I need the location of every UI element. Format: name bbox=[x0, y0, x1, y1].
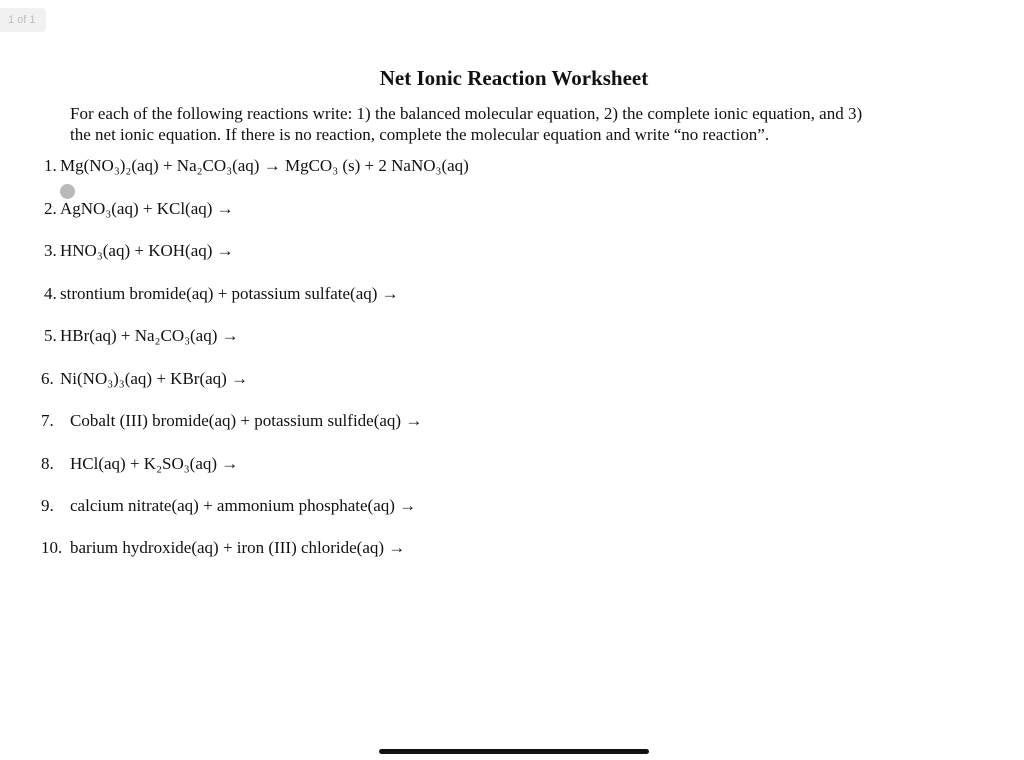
question-3 bbox=[44, 241, 234, 261]
question-9 bbox=[41, 496, 416, 516]
question-1 bbox=[44, 156, 469, 176]
question-8 bbox=[41, 454, 238, 474]
question-number: 3. bbox=[44, 241, 57, 260]
question-10 bbox=[41, 538, 405, 558]
instructions bbox=[70, 103, 950, 145]
question-number: 6. bbox=[41, 369, 54, 388]
question-5 bbox=[44, 326, 239, 346]
question-number: 9. bbox=[41, 496, 54, 515]
question-text: HCl(aq) + K₂SO₃(aq) → bbox=[70, 454, 239, 473]
question-text: Ni(NO₃)₃(aq) + KBr(aq) → bbox=[60, 369, 249, 388]
question-4 bbox=[44, 284, 399, 304]
question-text: calcium nitrate(aq) + ammonium phosphate(aq) → bbox=[70, 496, 417, 515]
page-indicator: 1 of 1 bbox=[0, 8, 46, 32]
question-text: HNO₃(aq) + KOH(aq) → bbox=[60, 241, 234, 260]
instructions-line-2: the net ionic equation. If there is no reaction, complete the molecular equation and write “no reaction”. bbox=[70, 125, 770, 144]
question-number: 8. bbox=[41, 454, 54, 473]
question-number: 7. bbox=[41, 411, 54, 430]
question-text: strontium bromide(aq) + potassium sulfate(aq) → bbox=[60, 284, 399, 303]
question-number: 5. bbox=[44, 326, 57, 345]
question-number: 4. bbox=[44, 284, 57, 303]
instructions-line-1: For each of the following reactions write: 1) the balanced molecular equation, 2) the complete ionic equation, and 3) bbox=[70, 104, 863, 123]
question-6 bbox=[41, 369, 248, 389]
question-text: AgNO₃(aq) + KCl(aq) → bbox=[60, 199, 234, 218]
question-number: 1. bbox=[44, 156, 57, 175]
question-number: 10. bbox=[41, 538, 63, 557]
question-7 bbox=[41, 411, 422, 431]
question-2 bbox=[44, 199, 234, 219]
question-text: barium hydroxide(aq) + iron (III) chloride(aq) → bbox=[70, 538, 406, 557]
question-number: 2. bbox=[44, 199, 57, 218]
question-text: Cobalt (III) bromide(aq) + potassium sulfide(aq) → bbox=[70, 411, 423, 430]
question-text: Mg(NO₃)₂(aq) + Na₂CO₃(aq) → MgCO₃ (s) + 2 NaNO₃(aq) bbox=[60, 156, 469, 175]
pointer-cursor bbox=[60, 184, 75, 199]
home-indicator-bar[interactable] bbox=[379, 749, 649, 754]
worksheet-title: Net Ionic Reaction Worksheet bbox=[379, 66, 649, 90]
question-text: HBr(aq) + Na₂CO₃(aq) → bbox=[60, 326, 239, 345]
